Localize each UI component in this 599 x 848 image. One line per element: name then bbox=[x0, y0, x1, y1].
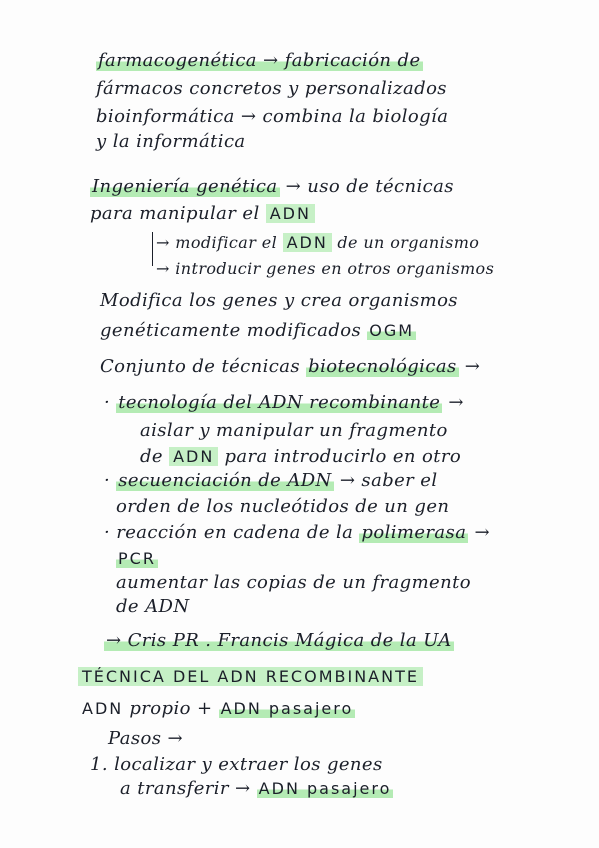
note-line-26 bbox=[120, 778, 393, 800]
note-line-17 bbox=[104, 522, 490, 544]
term-biotecnologicas: biotecnológicas bbox=[308, 356, 457, 377]
note-line-4: y la informática bbox=[96, 131, 246, 152]
note-line-10 bbox=[100, 320, 416, 342]
note-line-1 bbox=[96, 50, 423, 72]
note-line-19: aumentar las copias de un fragmento bbox=[116, 572, 471, 593]
note-text: → bbox=[468, 522, 490, 543]
term-farmacogenetica: farmacogenética → fabricación de bbox=[98, 50, 421, 71]
note-text: a transferir → bbox=[120, 778, 257, 799]
note-text: → uso de técnicas bbox=[279, 176, 454, 197]
note-line-8: → introducir genes en otros organismos bbox=[156, 259, 495, 278]
note-line-21 bbox=[104, 630, 454, 652]
note-text: → saber el bbox=[333, 470, 438, 491]
term-secuenciacion-adn: secuenciación de ADN bbox=[118, 470, 332, 491]
note-line-14 bbox=[140, 446, 461, 468]
term-polimerasa: polimerasa bbox=[361, 522, 467, 543]
term-adn: ADN bbox=[266, 204, 315, 223]
term-adn-pasajero: ADN pasajero bbox=[220, 699, 354, 718]
note-crispr: → Cris PR . Francis Mágica de la UA bbox=[106, 630, 452, 651]
note-line-12 bbox=[104, 392, 464, 414]
note-text: propio + bbox=[123, 698, 219, 719]
note-text: → bbox=[442, 392, 464, 413]
note-line-11 bbox=[100, 356, 480, 378]
note-text: de un organismo bbox=[331, 233, 480, 252]
term-adn: ADN bbox=[283, 233, 332, 252]
term-pcr: PCR bbox=[118, 549, 156, 568]
note-text: de bbox=[140, 446, 170, 467]
heading-tecnica-adn-recombinante: TÉCNICA DEL ADN RECOMBINANTE bbox=[78, 667, 423, 686]
note-text: · reacción en cadena de la bbox=[104, 522, 360, 543]
term-adn: ADN bbox=[169, 447, 218, 466]
note-line-13: aislar y manipular un fragmento bbox=[140, 420, 448, 441]
note-line-3: bioinformática → combina la biología bbox=[96, 106, 449, 127]
section-heading bbox=[78, 666, 423, 688]
branch-bracket bbox=[152, 232, 153, 266]
note-line-6 bbox=[90, 203, 315, 225]
note-text: Conjunto de técnicas bbox=[100, 356, 307, 377]
term-ogm: OGM bbox=[369, 321, 415, 340]
note-line-23 bbox=[82, 698, 355, 720]
note-line-20: de ADN bbox=[116, 596, 190, 617]
note-line-24: Pasos → bbox=[108, 728, 183, 749]
note-line-2: fármacos concretos y personalizados bbox=[96, 78, 447, 99]
note-line-16: orden de los nucleótidos de un gen bbox=[116, 496, 450, 517]
note-text: → bbox=[458, 356, 481, 377]
term-adn-pasajero: ADN pasajero bbox=[258, 779, 392, 798]
note-line-5 bbox=[90, 176, 454, 198]
note-text: → modificar el bbox=[156, 233, 283, 252]
note-text: para introducirlo en otro bbox=[218, 446, 462, 467]
note-line-15 bbox=[104, 470, 438, 492]
term-adn: ADN bbox=[82, 699, 124, 718]
term-ingenieria-genetica: Ingeniería genética bbox=[92, 176, 278, 197]
term-tecnologia-adn-recombinante: tecnología del ADN recombinante bbox=[118, 392, 441, 413]
bullet: · bbox=[104, 392, 117, 413]
note-line-18 bbox=[116, 548, 158, 570]
note-line-9: Modifica los genes y crea organismos bbox=[100, 290, 458, 311]
note-line-25: 1. localizar y extraer los genes bbox=[90, 754, 383, 775]
note-line-7 bbox=[156, 232, 479, 254]
note-text: genéticamente modificados bbox=[100, 320, 368, 341]
note-text: para manipular el bbox=[90, 203, 266, 224]
bullet: · bbox=[104, 470, 117, 491]
